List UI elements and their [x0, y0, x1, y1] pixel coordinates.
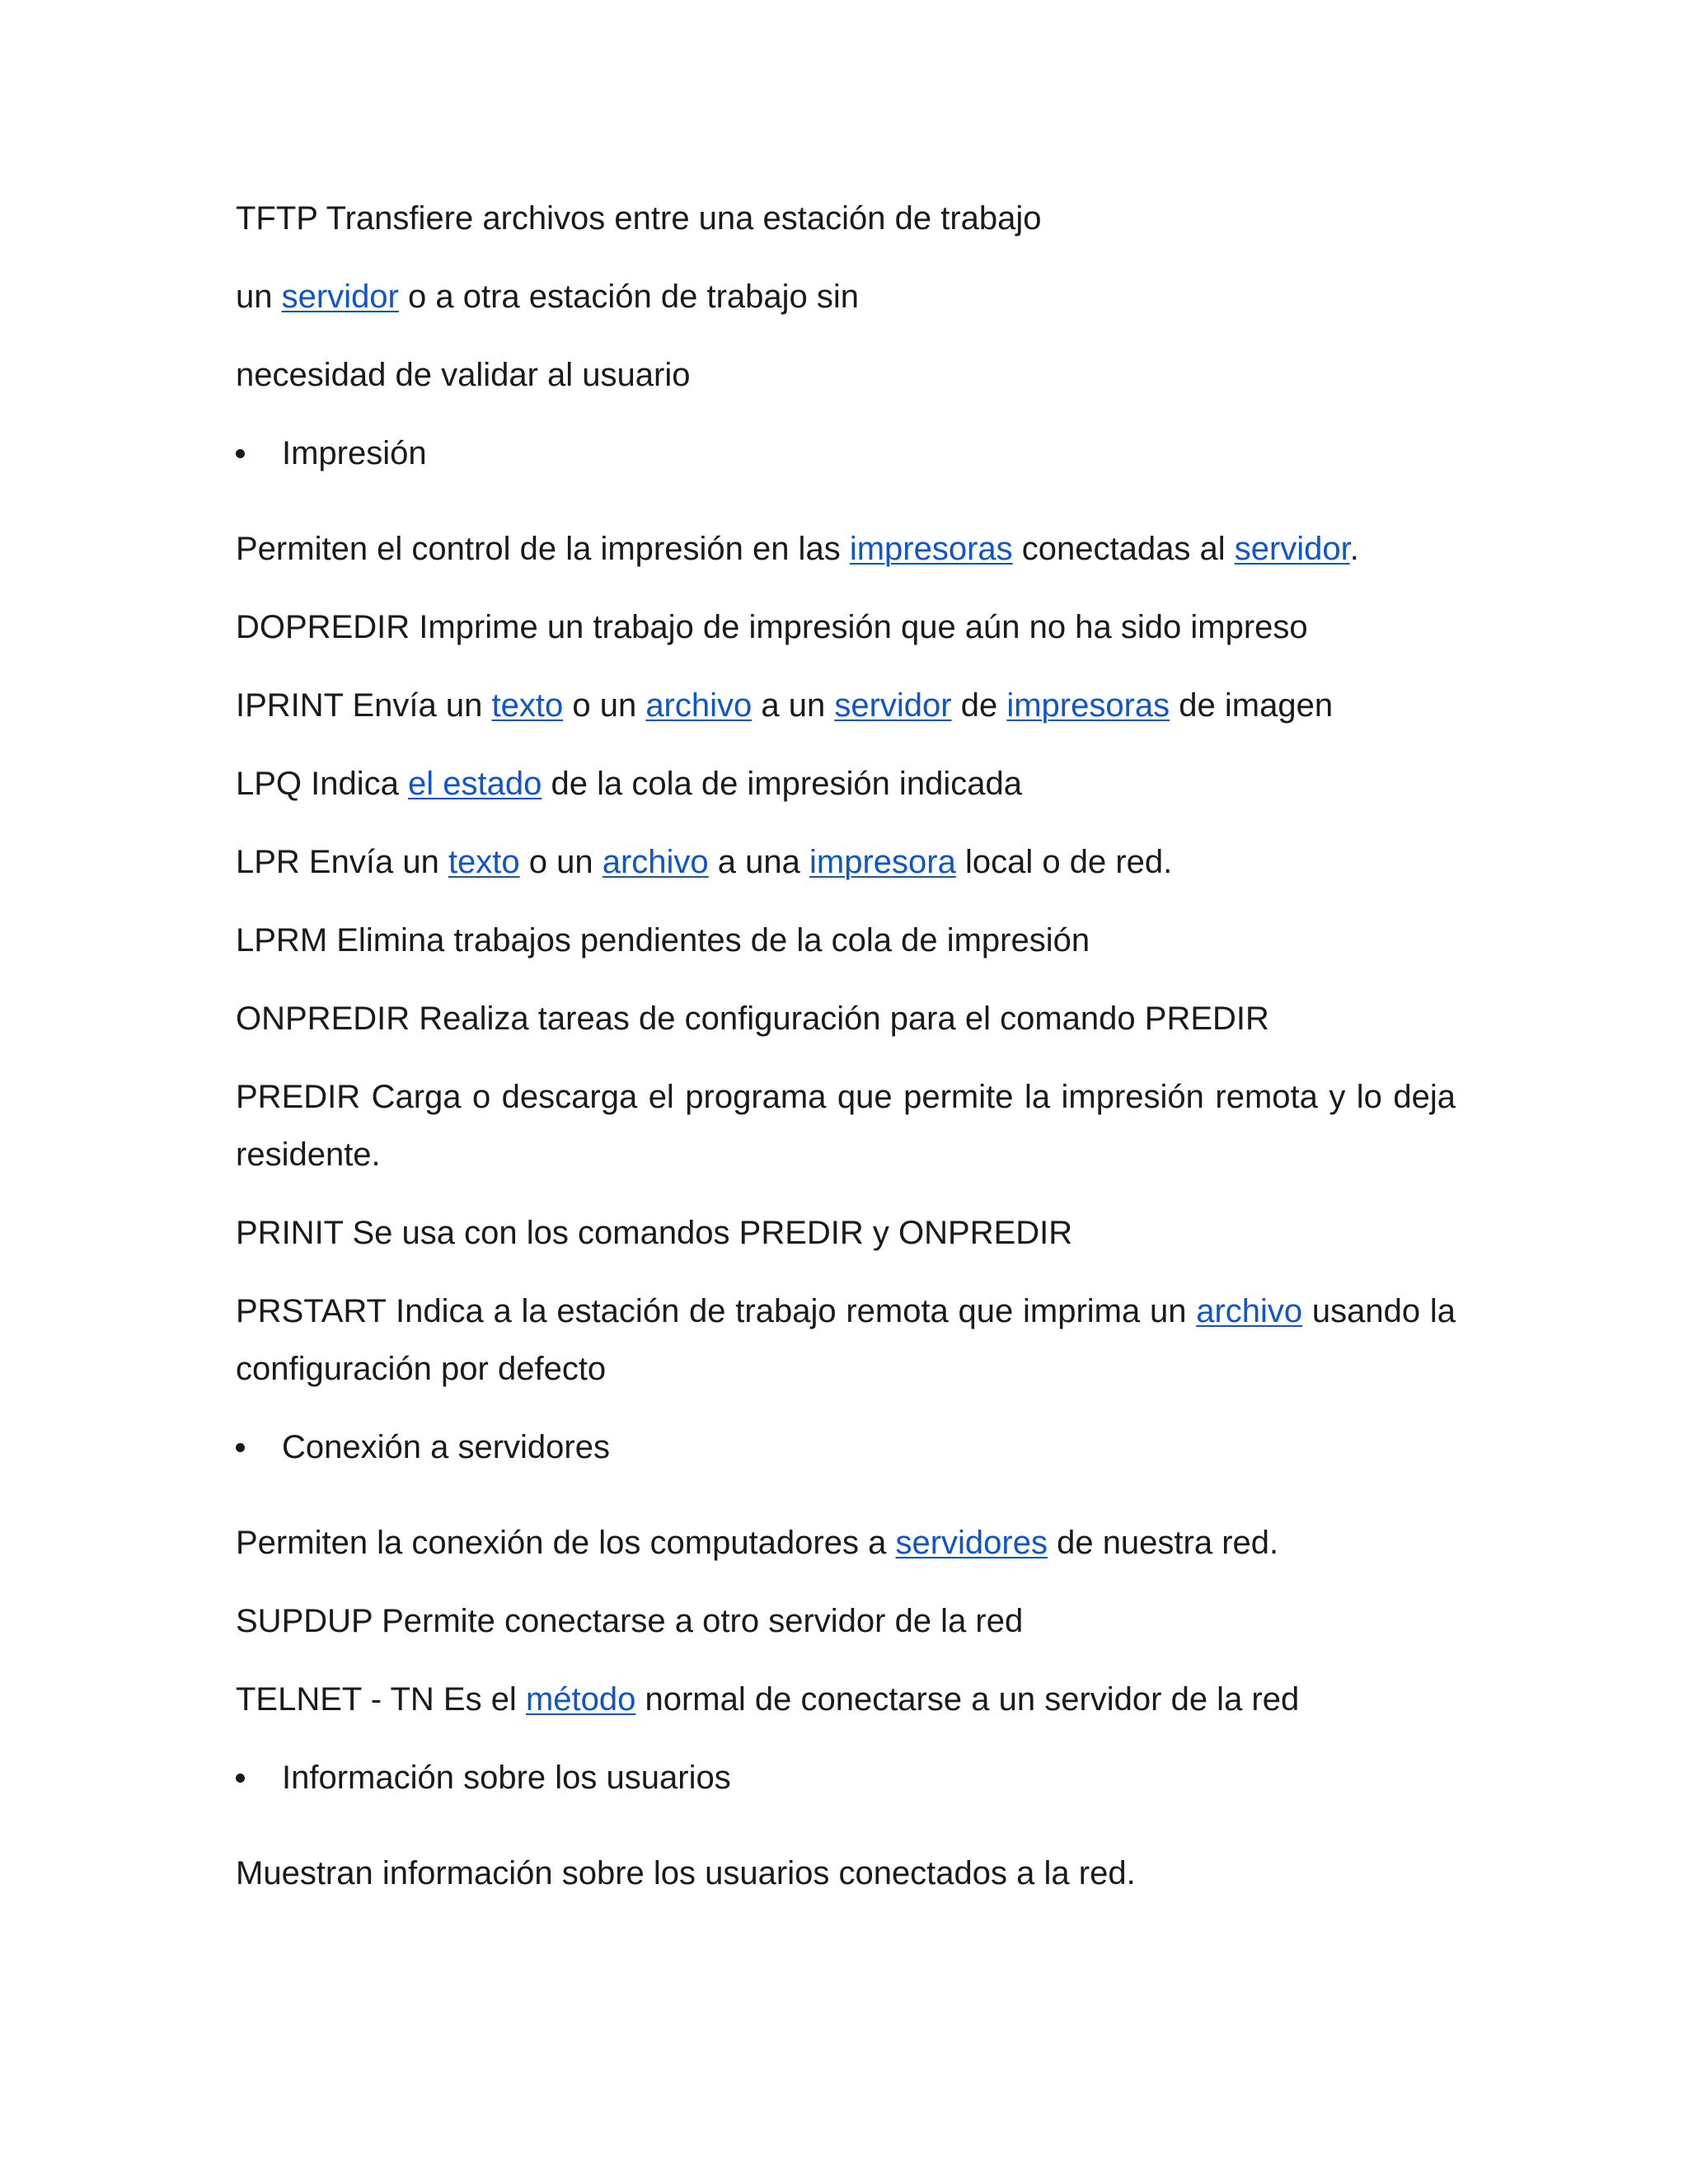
paragraph-prinit: [236, 1204, 1456, 1282]
paragraph-conexion-intro: [236, 1514, 1456, 1592]
text: necesidad de validar al usuario: [236, 357, 691, 393]
text: usando la configuración por defecto: [236, 1293, 1456, 1387]
text: LPQ Indica: [236, 766, 409, 802]
paragraph-impresion-intro: [236, 520, 1456, 598]
paragraph-onpredir: [236, 990, 1456, 1068]
link-impresoras[interactable]: impresoras: [1006, 687, 1170, 724]
paragraph-predir: [236, 1068, 1456, 1204]
text: DOPREDIR Imprime un trabajo de impresión que aún no ha sido impreso: [236, 609, 1308, 645]
link-el-estado[interactable]: el estado: [408, 766, 542, 802]
bullet-informacion: [236, 1749, 1456, 1827]
text: o un: [563, 687, 646, 724]
link-archivo[interactable]: archivo: [602, 844, 709, 880]
text: local o de red.: [955, 844, 1173, 880]
paragraph-lpq: [236, 755, 1456, 833]
paragraph-lprm: [236, 912, 1456, 990]
link-metodo[interactable]: método: [525, 1681, 636, 1718]
paragraph-prstart: [236, 1282, 1456, 1418]
text: TFTP Transfiere archivos entre una estación de trabajo: [236, 200, 1042, 237]
text: a un: [752, 687, 835, 724]
link-impresora[interactable]: impresora: [809, 844, 956, 880]
document-page: [236, 190, 1456, 1923]
link-archivo[interactable]: archivo: [1196, 1293, 1303, 1329]
text: TELNET - TN Es el: [236, 1681, 526, 1718]
bullet-conexion: [236, 1418, 1456, 1497]
bullet-label: Conexión a servidores: [282, 1429, 610, 1465]
text: ONPREDIR Realiza tareas de configuración para el comando PREDIR: [236, 1001, 1269, 1037]
bullet-label: Información sobre los usuarios: [282, 1760, 731, 1796]
link-archivo[interactable]: archivo: [645, 687, 753, 724]
text: Permiten el control de la impresión en las: [236, 531, 850, 567]
text: SUPDUP Permite conectarse a otro servidor de la red: [236, 1603, 1024, 1639]
link-texto[interactable]: texto: [448, 844, 520, 880]
text: o a otra estación de trabajo sin: [398, 279, 859, 315]
paragraph-supdup: [236, 1592, 1456, 1671]
text: PRINIT Se usa con los comandos PREDIR y ONPREDIR: [236, 1215, 1073, 1251]
bullet-dot-icon: [236, 1443, 245, 1452]
text: .: [1349, 531, 1359, 567]
text: normal de conectarse a un servidor de la red: [635, 1681, 1300, 1718]
text: Permiten la conexión de los computadores a: [236, 1525, 896, 1561]
text: IPRINT Envía un: [236, 687, 492, 724]
paragraph-dopredir: [236, 598, 1456, 677]
paragraph-lpr: [236, 833, 1456, 912]
link-servidor[interactable]: servidor: [1234, 531, 1350, 567]
text: de nuestra red.: [1047, 1525, 1279, 1561]
link-servidor[interactable]: servidor: [281, 279, 399, 315]
text: un: [236, 279, 282, 315]
paragraph-tftp-end: [236, 346, 1456, 424]
link-servidor[interactable]: servidor: [834, 687, 952, 724]
paragraph-iprint: [236, 677, 1456, 755]
paragraph-tftp: [236, 190, 1456, 268]
text: LPR Envía un: [236, 844, 448, 880]
text: de la cola de impresión indicada: [542, 766, 1022, 802]
text: Muestran información sobre los usuarios conectados a la red.: [236, 1855, 1136, 1891]
bullet-dot-icon: [236, 1774, 245, 1783]
text: PRSTART Indica a la estación de trabajo remota que imprima un: [236, 1293, 1197, 1329]
paragraph-usuarios-intro: [236, 1844, 1456, 1923]
text: conectadas al: [1012, 531, 1235, 567]
link-impresoras[interactable]: impresoras: [849, 531, 1013, 567]
text: de imagen: [1170, 687, 1334, 724]
text: de: [951, 687, 1007, 724]
text: LPRM Elimina trabajos pendientes de la cola de impresión: [236, 922, 1090, 958]
bullet-dot-icon: [236, 449, 245, 458]
bullet-impresion: [236, 424, 1456, 503]
text: PREDIR Carga o descarga el programa que permite la impresión remota y lo deja residente.: [236, 1079, 1456, 1173]
bullet-label: Impresión: [282, 435, 427, 471]
text: o un: [519, 844, 603, 880]
link-servidores[interactable]: servidores: [895, 1525, 1048, 1561]
paragraph-tftp-cont: [236, 268, 1456, 346]
paragraph-telnet: [236, 1671, 1456, 1749]
link-texto[interactable]: texto: [491, 687, 564, 724]
text: a una: [708, 844, 810, 880]
